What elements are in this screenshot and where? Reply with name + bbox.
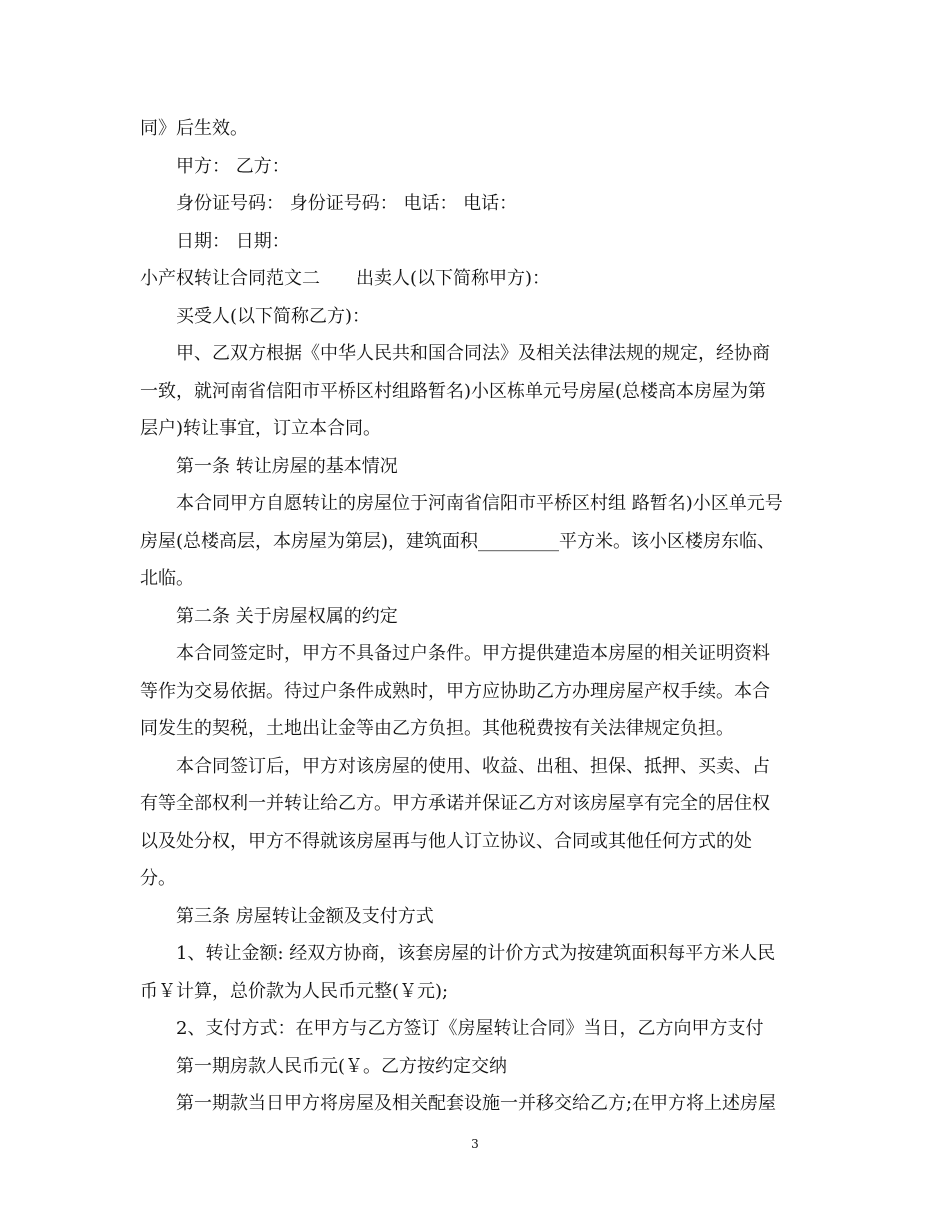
section-heading: 第一条 转让房屋的基本情况 [176, 456, 398, 477]
text-line: 第一期款当日甲方将房屋及相关配套设施一并移交给乙方;在甲方将上述房屋 [176, 1093, 777, 1114]
text-line: 身份证号码： 身份证号码： 电话： 电话： [176, 193, 518, 214]
text-line: 层户)转让事宜，订立本合同。 [140, 418, 382, 439]
text-line: 分。 [140, 868, 176, 889]
text-line: 2、支付方式：在甲方与乙方签订《房屋转让合同》当日，乙方向甲方支付 [176, 1018, 764, 1039]
text-line: 同发生的契税，土地出让金等由乙方负担。其他税费按有关法律规定负担。 [140, 718, 734, 739]
page-number: 3 [471, 1137, 479, 1151]
text-line: 买受人(以下简称乙方)： [176, 306, 371, 327]
text-line: 有等全部权利一并转让给乙方。甲方承诺并保证乙方对该房屋享有完全的居住权 [140, 793, 770, 814]
text-line: 小产权转让合同范文二 出卖人(以下简称甲方)： [140, 268, 551, 289]
text-line: 一致，就河南省信阳市平桥区村组路暂名)小区栋单元号房屋(总楼高本房屋为第 [140, 381, 767, 402]
text-line: 房屋(总楼高层，本房屋为第层)，建筑面积_________平方米。该小区楼房东临、 [140, 531, 776, 552]
text-line: 本合同签定时，甲方不具备过户条件。甲方提供建造本房屋的相关证明资料 [176, 643, 770, 664]
text-line: 本合同签订后，甲方对该房屋的使用、收益、出租、担保、抵押、买卖、占 [176, 756, 770, 777]
text-line: 以及处分权，甲方不得就该房屋再与他人订立协议、合同或其他任何方式的处 [140, 831, 752, 852]
text-line: 甲方： 乙方： [176, 156, 290, 177]
text-line: 北临。 [140, 568, 194, 589]
text-line: 等作为交易依据。待过户条件成熟时，甲方应协助乙方办理房屋产权手续。本合 [140, 681, 770, 702]
text-line: 同》后生效。 [140, 118, 248, 139]
text-line: 日期： 日期： [176, 231, 290, 252]
text-line: 币￥计算，总价款为人民币元整(￥元); [140, 981, 449, 1002]
section-heading: 第二条 关于房屋权属的约定 [176, 606, 398, 627]
text-line: 甲、乙双方根据《中华人民共和国合同法》及相关法律法规的规定，经协商 [176, 343, 770, 364]
text-line: 1、转让金额: 经双方协商，该套房屋的计价方式为按建筑面积每平方米人民 [176, 943, 776, 964]
text-line: 本合同甲方自愿转让的房屋位于河南省信阳市平桥区村组 路暂名)小区单元号 [176, 493, 783, 514]
text-line: 第一期房款人民币元(￥。乙方按约定交纳 [176, 1056, 508, 1077]
section-heading: 第三条 房屋转让金额及支付方式 [176, 906, 434, 927]
